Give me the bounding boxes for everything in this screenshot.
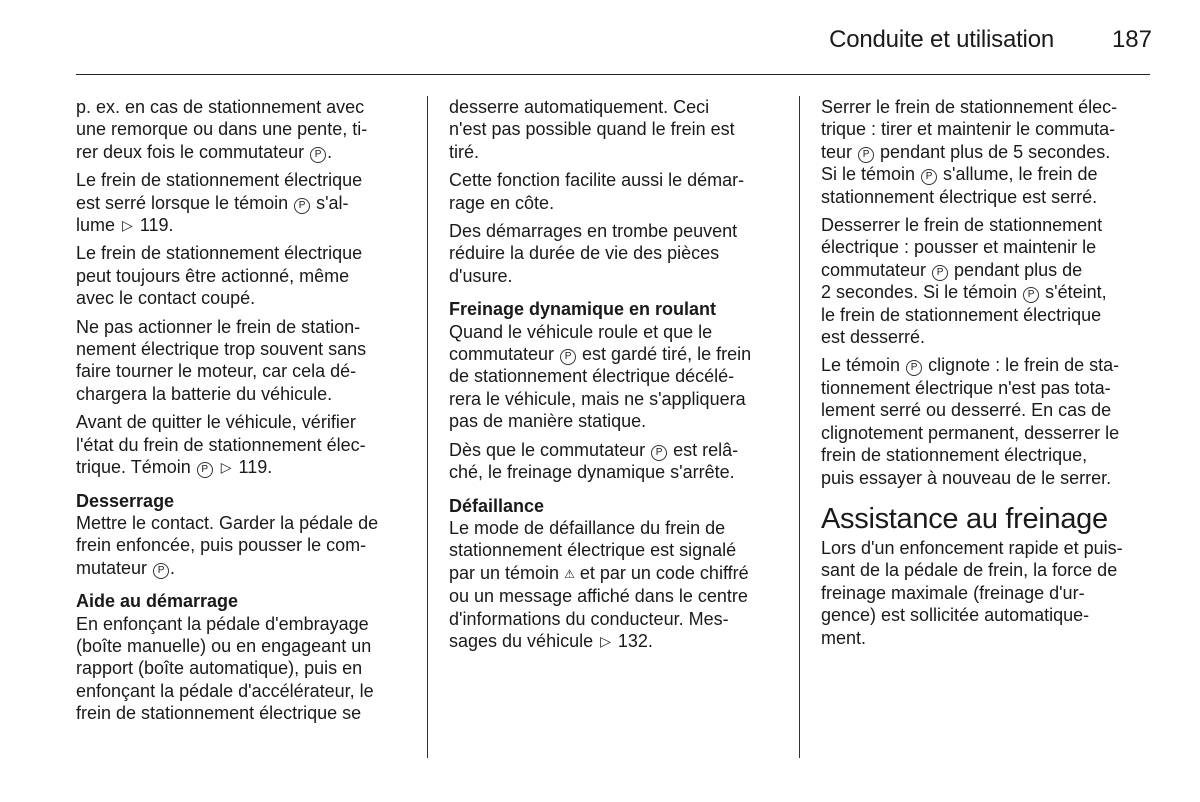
text-line: ché, le freinage dynamique s'arrête.	[449, 462, 735, 483]
text-line: rage en côte.	[449, 192, 555, 213]
text-line: une remorque ou dans une pente, ti-	[76, 119, 368, 140]
parking-brake-icon: P	[310, 147, 326, 163]
paragraph	[821, 537, 1153, 649]
column-divider	[427, 96, 428, 758]
parking-brake-icon: P	[651, 445, 667, 461]
paragraph	[76, 613, 412, 725]
text-line: ou un message affiché dans le centre	[449, 586, 748, 607]
text-line: lement serré ou desserré. En cas de	[821, 400, 1112, 421]
header-rule	[76, 74, 1150, 75]
column-3	[821, 96, 1153, 655]
text-line: Mettre le contact. Garder la pédale de	[76, 512, 379, 533]
text-line: frein de stationnement électrique,	[821, 445, 1088, 466]
text-line: freinage maximale (freinage d'ur-	[821, 582, 1085, 603]
parking-brake-warning-icon: ⚠	[564, 566, 575, 581]
parking-brake-icon: P	[560, 349, 576, 365]
text-line: sages du véhicule ▷ 132.	[449, 630, 653, 651]
text-line: rapport (boîte automatique), puis en	[76, 658, 363, 679]
paragraph	[76, 411, 412, 478]
text-line: Si le témoin P s'allume, le frein de	[821, 164, 1098, 185]
parking-brake-icon: P	[153, 563, 169, 579]
text-line: pas de manière statique.	[449, 411, 647, 432]
text-line: Serrer le frein de stationnement élec-	[821, 97, 1118, 117]
text-line: desserre automatiquement. Ceci	[449, 97, 710, 117]
section-heading: Assistance au freinage	[821, 502, 1108, 535]
text-line: Le témoin P clignote : le frein de sta-	[821, 355, 1120, 376]
text-line: l'état du frein de stationnement élec-	[76, 434, 366, 455]
parking-brake-icon: P	[932, 265, 948, 281]
text-line: avec le contact coupé.	[76, 288, 256, 309]
text-line: Quand le véhicule roule et que le	[449, 321, 713, 342]
paragraph	[449, 169, 783, 214]
paragraph	[76, 316, 412, 406]
text-line: tionnement électrique n'est pas tota-	[821, 377, 1111, 398]
paragraph	[449, 439, 783, 484]
paragraph	[76, 242, 412, 309]
parking-brake-icon: P	[197, 462, 213, 478]
text-line: rera le véhicule, mais ne s'appliquera	[449, 388, 746, 409]
section-heading: Desserrage	[76, 490, 175, 511]
paragraph	[76, 96, 412, 163]
text-line: stationnement électrique est signalé	[449, 540, 737, 561]
text-line: Le frein de stationnement électrique	[76, 243, 363, 264]
text-line: enfonçant la pédale d'accélérateur, le	[76, 680, 374, 701]
text-line: réduire la durée de vie des pièces	[449, 243, 720, 264]
page-reference-arrow-icon: ▷	[122, 217, 133, 234]
text-line: mutateur P .	[76, 557, 176, 578]
text-line: gence) est sollicitée automatique-	[821, 605, 1090, 626]
parking-brake-icon: P	[906, 360, 922, 376]
text-line: trique. Témoin P ▷ 119.	[76, 457, 273, 478]
text-line: En enfonçant la pédale d'embrayage	[76, 613, 369, 634]
paragraph	[449, 517, 783, 652]
text-line: lume ▷ 119.	[76, 215, 174, 236]
paragraph	[821, 96, 1153, 208]
page-reference-arrow-icon: ▷	[600, 632, 611, 649]
paragraph	[76, 512, 412, 579]
section-heading: Défaillance	[449, 495, 545, 516]
paragraph	[449, 96, 783, 163]
text-line: est serré lorsque le témoin P s'al-	[76, 192, 349, 213]
parking-brake-icon: P	[1023, 287, 1039, 303]
header-title: Conduite et utilisation	[829, 26, 1054, 53]
text-line: Ne pas actionner le frein de station-	[76, 316, 361, 337]
text-line: Avant de quitter le véhicule, vérifier	[76, 412, 356, 433]
text-line: chargera la batterie du véhicule.	[76, 383, 333, 404]
text-line: teur P pendant plus de 5 secondes.	[821, 141, 1111, 162]
text-line: électrique : pousser et maintenir le	[821, 237, 1097, 258]
page-reference-arrow-icon: ▷	[220, 459, 232, 476]
text-line: commutateur P pendant plus de	[821, 259, 1083, 280]
text-line: frein de stationnement électrique se	[76, 703, 362, 724]
text-line: faire tourner le moteur, car cela dé-	[76, 361, 357, 382]
section-heading: Aide au démarrage	[76, 591, 239, 612]
text-line: Dès que le commutateur P est relâ-	[449, 439, 739, 460]
text-line: trique : tirer et maintenir le commuta-	[821, 119, 1116, 140]
parking-brake-icon: P	[921, 169, 937, 185]
text-line: n'est pas possible quand le frein est	[449, 119, 735, 140]
text-line: Le mode de défaillance du frein de	[449, 517, 726, 538]
text-line: d'usure.	[449, 265, 513, 286]
text-line: le frein de stationnement électrique	[821, 304, 1102, 325]
text-line: sant de la pédale de frein, la force de	[821, 560, 1118, 581]
text-line: tiré.	[449, 141, 480, 162]
text-line: frein enfoncée, puis pousser le com-	[76, 535, 367, 556]
paragraph	[821, 214, 1153, 348]
text-line: Cette fonction facilite aussi le démar-	[449, 170, 745, 191]
text-line: Des démarrages en trombe peuvent	[449, 221, 738, 242]
text-line: rer deux fois le commutateur P .	[76, 141, 333, 162]
text-line: Desserrer le frein de stationnement	[821, 215, 1103, 236]
text-line: d'informations du conducteur. Mes-	[449, 608, 729, 629]
paragraph	[821, 354, 1153, 488]
column-divider	[799, 96, 800, 758]
text-line: p. ex. en cas de stationnement avec	[76, 97, 365, 117]
text-line: par un témoin ⚠ et par un code chiffré	[449, 562, 783, 585]
parking-brake-icon: P	[858, 147, 874, 163]
column-1	[76, 96, 412, 731]
paragraph	[449, 220, 783, 287]
text-line: de stationnement électrique décélé-	[449, 366, 735, 387]
text-line: (boîte manuelle) ou en engageant un	[76, 635, 372, 656]
page-number: 187	[1111, 26, 1152, 53]
paragraph	[76, 169, 412, 236]
text-line: nement électrique trop souvent sans	[76, 339, 367, 360]
text-line: est desserré.	[821, 327, 926, 348]
parking-brake-icon: P	[294, 198, 310, 214]
section-heading: Freinage dynamique en roulant	[449, 299, 717, 320]
text-line: Lors d'un enfoncement rapide et puis-	[821, 537, 1123, 558]
text-line: ment.	[821, 627, 867, 648]
text-line: 2 secondes. Si le témoin P s'éteint,	[821, 282, 1107, 303]
text-line: clignotement permanent, desserrer le	[821, 422, 1120, 443]
text-line: Le frein de stationnement électrique	[76, 170, 363, 191]
text-line: puis essayer à nouveau de le serrer.	[821, 467, 1112, 488]
column-2	[449, 96, 783, 658]
text-line: stationnement électrique est serré.	[821, 186, 1098, 207]
text-line: peut toujours être actionné, même	[76, 265, 350, 286]
paragraph	[449, 321, 783, 433]
text-line: commutateur P est gardé tiré, le frein	[449, 344, 752, 365]
